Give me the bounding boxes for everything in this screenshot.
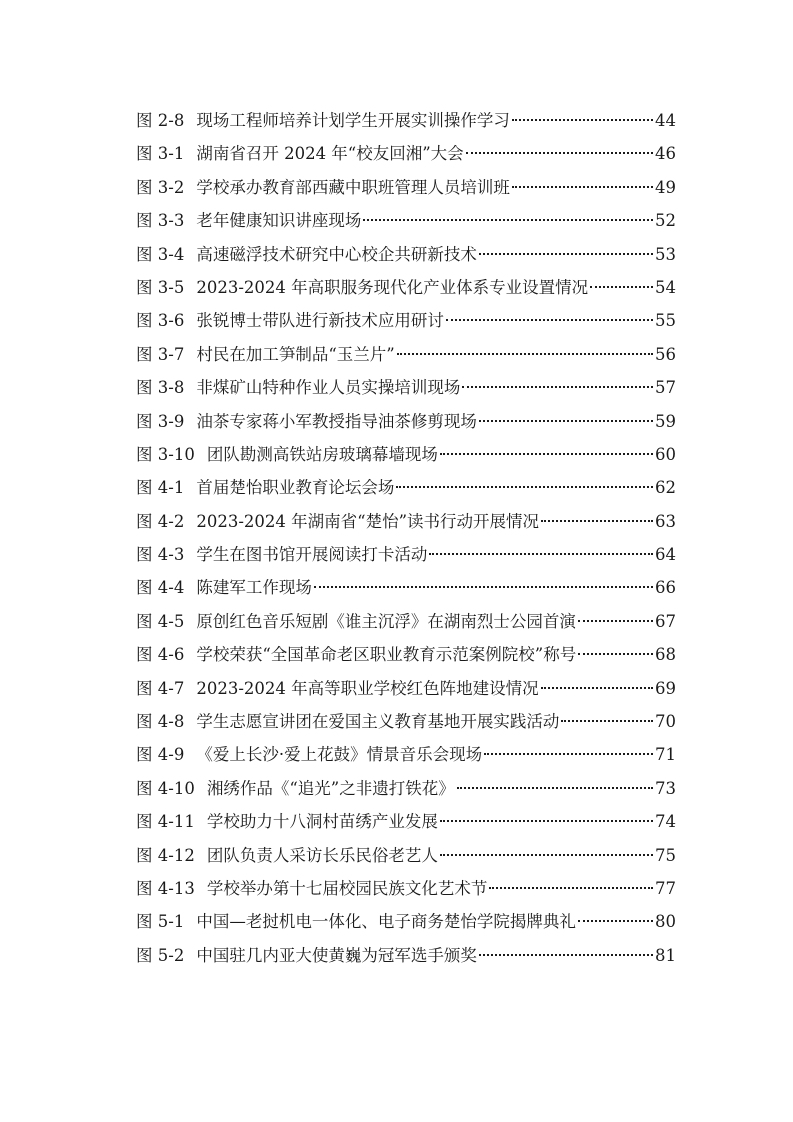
toc-entry[interactable] xyxy=(136,405,676,438)
page-number: 69 xyxy=(655,678,676,698)
dot-leader xyxy=(440,854,653,856)
dot-leader xyxy=(446,319,653,321)
dot-leader xyxy=(479,420,653,422)
dot-leader xyxy=(429,553,653,555)
toc-entry[interactable] xyxy=(136,705,676,738)
toc-entry[interactable] xyxy=(136,738,676,771)
figure-number: 图 4-1 xyxy=(136,478,185,498)
figure-number: 图 3-4 xyxy=(136,244,185,264)
figure-title: 《爱上长沙·爱上花鼓》情景音乐会现场 xyxy=(196,745,483,765)
toc-entry[interactable] xyxy=(136,204,676,237)
toc-entry[interactable] xyxy=(136,772,676,805)
page-number: 56 xyxy=(655,344,676,364)
page-number: 66 xyxy=(655,578,676,598)
figure-title: 团队负责人采访长乐民俗老艺人 xyxy=(206,845,438,865)
figure-number: 图 5-1 xyxy=(136,912,185,932)
dot-leader xyxy=(314,586,653,588)
toc-entry[interactable] xyxy=(136,371,676,404)
toc-entry[interactable] xyxy=(136,137,676,170)
page-number: 53 xyxy=(655,244,676,264)
figure-title: 村民在加工笋制品“玉兰片” xyxy=(196,344,395,364)
figure-title: 张锐博士带队进行新技术应用研讨 xyxy=(196,311,444,331)
figure-number: 图 3-3 xyxy=(136,211,185,231)
dot-leader xyxy=(363,219,653,221)
dot-leader xyxy=(541,687,653,689)
page-number: 46 xyxy=(655,144,676,164)
toc-entry[interactable] xyxy=(136,338,676,371)
figure-title: 湖南省召开 2024 年“校友回湘”大会 xyxy=(196,144,464,164)
dot-leader xyxy=(466,152,653,154)
toc-entry[interactable] xyxy=(136,905,676,938)
figure-number: 图 4-10 xyxy=(136,778,195,798)
figure-number: 图 4-9 xyxy=(136,745,185,765)
figure-title: 原创红色音乐短剧《谁主沉浮》在湖南烈士公园首演 xyxy=(196,611,576,631)
figure-number: 图 5-2 xyxy=(136,945,185,965)
page-number: 81 xyxy=(655,945,676,965)
toc-entry[interactable] xyxy=(136,805,676,838)
dot-leader xyxy=(578,920,653,922)
figure-number: 图 3-9 xyxy=(136,411,185,431)
page-number: 57 xyxy=(655,378,676,398)
toc-entry[interactable] xyxy=(136,638,676,671)
figure-number: 图 2-8 xyxy=(136,111,185,130)
page-number: 49 xyxy=(655,177,676,197)
toc-entry[interactable] xyxy=(136,571,676,604)
figure-number: 图 4-3 xyxy=(136,545,185,565)
toc-entry[interactable] xyxy=(136,238,676,271)
page-number: 44 xyxy=(655,111,676,130)
figure-title: 油茶专家蒋小军教授指导油茶修剪现场 xyxy=(196,411,477,431)
figure-title: 现场工程师培养计划学生开展实训操作学习 xyxy=(196,111,510,130)
figure-number: 图 4-5 xyxy=(136,611,185,631)
figure-title: 陈建军工作现场 xyxy=(196,578,312,598)
toc-entry[interactable] xyxy=(136,471,676,504)
dot-leader xyxy=(397,353,653,355)
page-number: 74 xyxy=(655,812,676,832)
dot-leader xyxy=(457,787,653,789)
figure-number: 图 4-2 xyxy=(136,511,185,531)
figure-number: 图 4-7 xyxy=(136,678,185,698)
toc-entry[interactable] xyxy=(136,839,676,872)
figure-title: 2023-2024 年湖南省“楚怡”读书行动开展情况 xyxy=(196,511,540,531)
page-number: 64 xyxy=(655,545,676,565)
dot-leader xyxy=(440,820,653,822)
figure-title: 学校承办教育部西藏中职班管理人员培训班 xyxy=(196,177,510,197)
figure-title: 2023-2024 年高等职业学校红色阵地建设情况 xyxy=(196,678,539,698)
figure-number: 图 3-5 xyxy=(136,277,185,297)
figure-title: 湘绣作品《“追光”之非遗打铁花》 xyxy=(206,778,455,798)
figure-number: 图 3-8 xyxy=(136,378,185,398)
toc-entry[interactable] xyxy=(136,304,676,337)
dot-leader xyxy=(440,453,653,455)
figure-number: 图 4-12 xyxy=(136,845,195,865)
figure-title: 2023-2024 年高职服务现代化产业体系专业设置情况 xyxy=(196,277,589,297)
dot-leader xyxy=(561,720,653,722)
dot-leader xyxy=(484,753,653,755)
page-number: 68 xyxy=(655,645,676,665)
toc-entry[interactable] xyxy=(136,104,676,137)
figure-title: 学校助力十八洞村苗绣产业发展 xyxy=(206,812,438,832)
page-number: 73 xyxy=(655,778,676,798)
page-number: 71 xyxy=(655,745,676,765)
toc-entry[interactable] xyxy=(136,271,676,304)
figure-number: 图 3-2 xyxy=(136,177,185,197)
page-number: 63 xyxy=(655,511,676,531)
page-number: 52 xyxy=(655,211,676,231)
toc-entry[interactable] xyxy=(136,538,676,571)
figure-number: 图 4-11 xyxy=(136,812,195,832)
dot-leader xyxy=(512,186,653,188)
figure-number: 图 4-4 xyxy=(136,578,185,598)
toc-entry[interactable] xyxy=(136,505,676,538)
dot-leader xyxy=(578,620,653,622)
page-number: 55 xyxy=(655,311,676,331)
dot-leader xyxy=(462,386,653,388)
page-number: 54 xyxy=(655,277,676,297)
dot-leader xyxy=(489,887,653,889)
toc-entry[interactable] xyxy=(136,438,676,471)
page-number: 77 xyxy=(655,878,676,898)
figure-title: 学校举办第十七届校园民族文化艺术节 xyxy=(206,878,488,898)
figure-number: 图 3-7 xyxy=(136,344,185,364)
figure-number: 图 4-8 xyxy=(136,712,185,732)
dot-leader xyxy=(512,119,653,121)
dot-leader xyxy=(541,520,653,522)
figure-title: 中国—老挝机电一体化、电子商务楚怡学院揭牌典礼 xyxy=(196,912,576,932)
page-number: 67 xyxy=(655,611,676,631)
dot-leader xyxy=(590,286,653,288)
figure-number: 图 3-10 xyxy=(136,444,195,464)
figure-title: 团队勘测高铁站房玻璃幕墙现场 xyxy=(206,444,438,464)
page-number: 70 xyxy=(655,712,676,732)
page-number: 75 xyxy=(655,845,676,865)
page-number: 80 xyxy=(655,912,676,932)
figure-title: 中国驻几内亚大使黄巍为冠军选手颁奖 xyxy=(196,945,477,965)
figure-number: 图 3-6 xyxy=(136,311,185,331)
figure-title: 学生志愿宣讲团在爱国主义教育基地开展实践活动 xyxy=(196,712,560,732)
toc-entry[interactable] xyxy=(136,171,676,204)
dot-leader xyxy=(578,653,653,655)
page-number: 62 xyxy=(655,478,676,498)
figure-title: 学校荣获“全国革命老区职业教育示范案例院校”称号 xyxy=(196,645,577,665)
toc-entry[interactable] xyxy=(136,605,676,638)
toc-entry[interactable] xyxy=(136,872,676,905)
toc-entry[interactable] xyxy=(136,939,676,972)
toc-entry[interactable] xyxy=(136,672,676,705)
figure-number: 图 3-1 xyxy=(136,144,185,164)
figure-title: 学生在图书馆开展阅读打卡活动 xyxy=(196,545,428,565)
dot-leader xyxy=(396,486,653,488)
figure-title: 老年健康知识讲座现场 xyxy=(196,211,362,231)
dot-leader xyxy=(479,954,653,956)
figure-number: 图 4-13 xyxy=(136,878,195,898)
figure-number: 图 4-6 xyxy=(136,645,185,665)
figure-title: 非煤矿山特种作业人员实操培训现场 xyxy=(196,378,461,398)
page-number: 59 xyxy=(655,411,676,431)
dot-leader xyxy=(479,253,653,255)
figure-list xyxy=(136,104,676,972)
page-number: 60 xyxy=(655,444,676,464)
figure-title: 首届楚怡职业教育论坛会场 xyxy=(196,478,395,498)
figure-title: 高速磁浮技术研究中心校企共研新技术 xyxy=(196,244,477,264)
